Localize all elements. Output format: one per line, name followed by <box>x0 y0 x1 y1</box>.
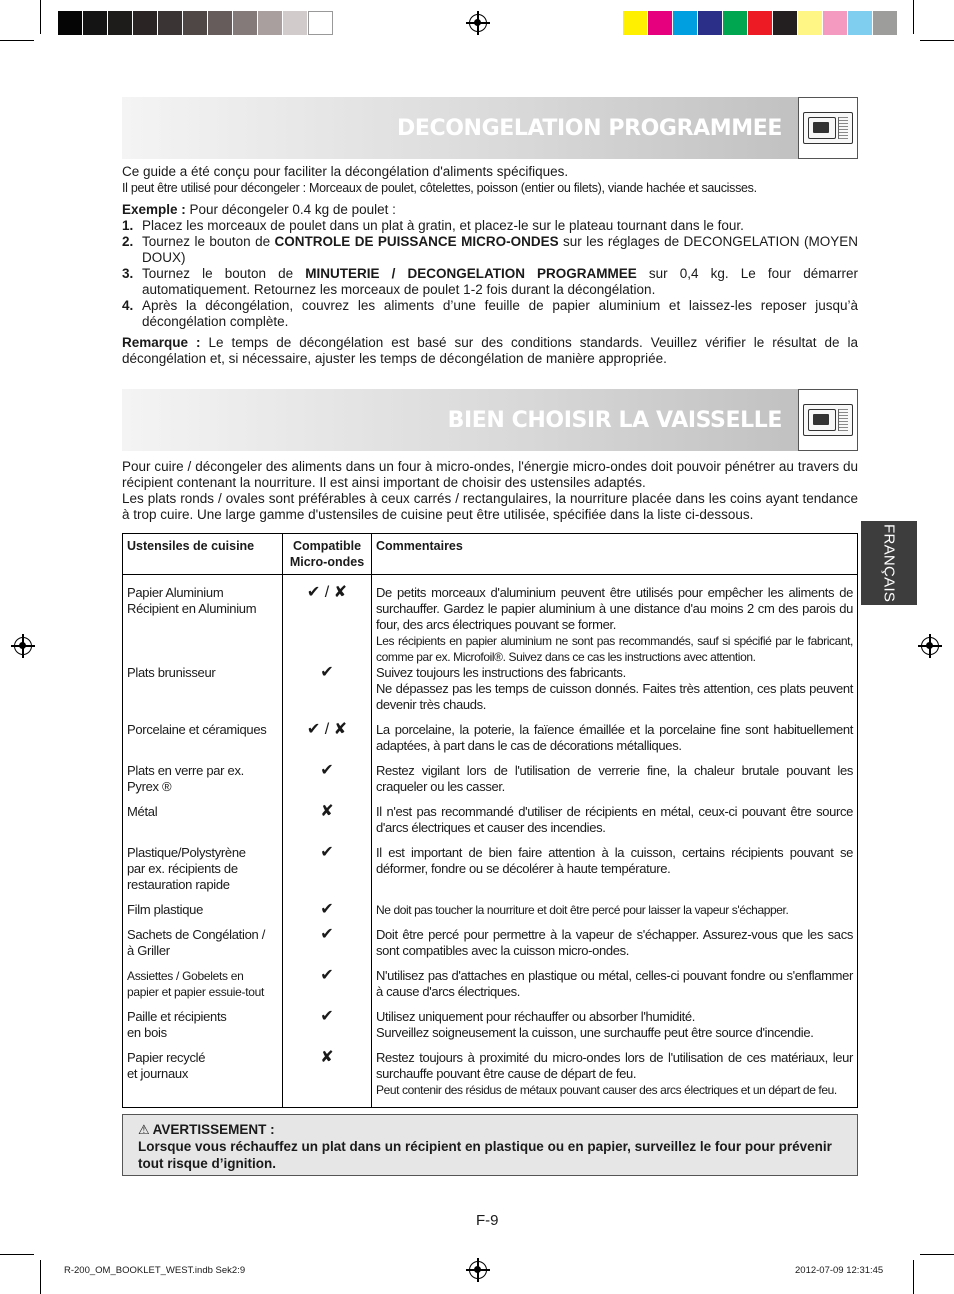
crop-mark <box>920 40 954 41</box>
language-label: FRANÇAIS <box>880 523 898 603</box>
step-number: 2. <box>122 234 134 249</box>
comment-text: Restez toujours à proximité du micro-ondes lors de l'utilisation de ces matériaux, leur surchauffe pouvant être cause de départ de feu. <box>376 1050 853 1081</box>
color-swatch <box>58 11 83 35</box>
remark <box>122 335 858 367</box>
comment-note: Les récipients en papier aluminium ne sont pas recommandés, sauf si spécifié par le fabricant, comme par ex. Microfoil®. Suivez dans ce cas les instructions avec attention. <box>376 634 853 664</box>
color-swatch <box>798 11 823 35</box>
utensil-name-text: Métal <box>127 804 158 819</box>
compatibility-text: ✔ <box>320 901 334 918</box>
process-color-bar <box>623 11 898 35</box>
color-swatch <box>873 11 898 35</box>
comment-cell <box>372 665 858 722</box>
language-tab <box>861 521 917 605</box>
color-swatch <box>283 11 308 35</box>
intro-line-small: Il peut être utilisé pour décongeler : Morceaux de poulet, côtelettes, poisson (entier ou filets), viande hachée et saucisses. <box>122 181 757 195</box>
utensil-name-text: Porcelaine et céramiques <box>127 722 267 737</box>
step-text: sur 0,4 kg. Le four démarrer automatiquement. Retournez les morceaux de poulet 1-2 fois durant la décongélation. <box>142 266 858 297</box>
comment-cell <box>372 845 858 902</box>
step-text: Tournez le bouton de <box>142 234 275 249</box>
table-row <box>123 804 858 845</box>
comment-text: N'utilisez pas d'attaches en plastique ou métal, celles-ci pouvant fondre ou s'enflammer à cause d'arcs électriques. <box>376 968 853 999</box>
step-item <box>122 218 858 234</box>
microwave-oven-icon <box>798 97 858 159</box>
comment-text: Doit être percé pour permettre à la vapeur de s'échapper. Assurez-vous que les sacs sont compatibles avec la cuisson micro-ondes. <box>376 927 853 958</box>
compatibility-text: ✘ <box>320 803 334 820</box>
utensil-name <box>123 665 283 722</box>
comment-text: Suivez toujours les instructions des fabricants. Ne dépassez pas les temps de cuisson donnés. Faites très attention, ces plats peuvent devenir très chauds. <box>376 665 853 712</box>
crop-mark <box>0 40 34 41</box>
registration-mark-icon <box>469 14 487 32</box>
comment-cell <box>372 1009 858 1050</box>
color-swatch <box>648 11 673 35</box>
comment-cell <box>372 968 858 1009</box>
footer-file-info: R-200_OM_BOOKLET_WEST.indb Sek2:9 <box>64 1265 246 1276</box>
comment-note: Peut contenir des résidus de métaux pouvant causer des arcs électriques et un départ de feu. <box>376 1083 837 1097</box>
utensil-name-text: Plastique/Polystyrène par ex. récipients de restauration rapide <box>127 845 246 892</box>
crop-mark <box>40 0 41 34</box>
step-item <box>122 298 858 330</box>
utensil-name <box>123 1050 283 1107</box>
comment-text: Il est important de bien faire attention à la cuisson, certains récipients pouvant se déformer, fondre ou se décolérer à haute température. <box>376 845 853 876</box>
compatibility-mark <box>283 763 372 804</box>
color-swatch <box>208 11 233 35</box>
utensil-name-text: Papier recyclé et journaux <box>127 1050 206 1081</box>
utensil-name <box>123 845 283 902</box>
utensil-name <box>123 722 283 763</box>
registration-mark-icon <box>469 1261 487 1279</box>
color-swatch <box>623 11 648 35</box>
comment-cell <box>372 722 858 763</box>
utensil-name-text: Papier Aluminium Récipient en Aluminium <box>127 585 257 616</box>
compatibility-mark <box>283 1050 372 1107</box>
step-text: sur les réglages de DECONGELATION (MOYEN DOUX) <box>142 234 858 265</box>
vaisselle-intro <box>122 459 858 523</box>
intro-line: Ce guide a été conçu pour faciliter la décongélation d'aliments spécifiques. <box>122 164 569 179</box>
table-row <box>123 845 858 902</box>
color-swatch <box>258 11 283 35</box>
step-text: Placez les morceaux de poulet dans un plat à gratin, et placez-le sur le plateau tournant dans le four. <box>142 218 744 233</box>
compatibility-text: ✔ <box>320 844 334 861</box>
utensil-name-text: Sachets de Congélation / à Griller <box>127 927 266 958</box>
compatibility-mark <box>283 575 372 666</box>
compatibility-text: ✔ <box>320 1008 334 1025</box>
microwave-oven-icon <box>798 389 858 451</box>
step-bold-text: MINUTERIE / DECONGELATION PROGRAMMEE <box>305 266 637 281</box>
decongelation-intro <box>122 164 858 367</box>
table-row <box>123 902 858 927</box>
compatibility-text: ✔ / ✘ <box>306 584 348 601</box>
step-number: 4. <box>122 298 134 313</box>
crop-mark <box>0 1254 34 1255</box>
step-text: Tournez le bouton de <box>142 266 306 281</box>
table-row <box>123 927 858 968</box>
table-row <box>123 575 858 666</box>
section-title: BIEN CHOISIR LA VAISSELLE <box>447 407 782 433</box>
compatibility-mark <box>283 665 372 722</box>
step-bold-text: CONTROLE DE PUISSANCE MICRO-ONDES <box>274 234 559 249</box>
example-line <box>122 202 858 218</box>
remark-label: Remarque : <box>122 335 201 350</box>
step-item <box>122 266 858 298</box>
comment-cell <box>372 902 858 927</box>
color-swatch <box>748 11 773 35</box>
warning-text: Lorsque vous réchauffez un plat dans un récipient en plastique ou en papier, surveillez le four pour prévenir tout risque d’ignition. <box>138 1139 832 1171</box>
step-item <box>122 234 858 266</box>
utensil-name <box>123 902 283 927</box>
utensil-name-text: Paille et récipients en bois <box>127 1009 227 1040</box>
compatibility-text: ✔ <box>320 926 334 943</box>
color-swatch <box>108 11 133 35</box>
utensil-name-text: Plats en verre par ex. Pyrex ® <box>127 763 244 794</box>
utensil-name <box>123 968 283 1009</box>
comment-text: La porcelaine, la poterie, la faïence émaillée et la porcelaine fine sont habituellement adaptées, à part dans le cas de décorations métalliques. <box>376 722 853 753</box>
comment-text: Utilisez uniquement pour réchauffer ou absorber l'humidité. Surveillez soigneusement la cuisson, une surchauffe peut être source d'incendie. <box>376 1009 814 1040</box>
color-swatch <box>823 11 848 35</box>
compatibility-text: ✘ <box>320 1049 334 1066</box>
header-compatible: Compatible Micro-ondes <box>283 534 372 575</box>
example-text: Pour décongeler 0.4 kg de poulet : <box>185 202 396 217</box>
comment-cell <box>372 575 858 666</box>
comment-text: Restez vigilant lors de l'utilisation de verrerie fine, la chaleur brutale pouvant les craqueler ou les casser. <box>376 763 853 794</box>
compatibility-mark <box>283 804 372 845</box>
header-comments: Commentaires <box>372 534 858 575</box>
color-swatch <box>698 11 723 35</box>
utensil-name <box>123 804 283 845</box>
comment-cell <box>372 804 858 845</box>
warning-title: AVERTISSEMENT : <box>152 1122 275 1137</box>
utensils-table <box>122 533 858 1108</box>
section-header-vaisselle <box>122 389 858 451</box>
crop-mark <box>913 0 914 34</box>
color-swatch <box>233 11 258 35</box>
table-row <box>123 665 858 722</box>
section-header-decongelation <box>122 97 858 159</box>
color-swatch <box>133 11 158 35</box>
warning-title-line <box>138 1121 842 1138</box>
example-label: Exemple : <box>122 202 186 217</box>
compatibility-mark <box>283 845 372 902</box>
utensil-name-text: Plats brunisseur <box>127 665 216 680</box>
utensil-name-text: Film plastique <box>127 902 203 917</box>
color-swatch <box>308 11 333 35</box>
steps-list <box>122 218 858 330</box>
compatibility-mark <box>283 927 372 968</box>
utensil-name <box>123 1009 283 1050</box>
intro-paragraph: Les plats ronds / ovales sont préférables à ceux carrés / rectangulaires, la nourriture placée dans les coins ayant tendance à trop cuire. Une large gamme d'ustensiles de cuisine peut être utilisée, spécifiée dans la liste ci-dessous. <box>122 491 858 522</box>
compatibility-mark <box>283 1009 372 1050</box>
section-title: DECONGELATION PROGRAMMEE <box>397 115 782 141</box>
color-swatch <box>773 11 798 35</box>
table-row <box>123 1009 858 1050</box>
compatibility-text: ✔ <box>320 967 334 984</box>
header-utensils: Ustensiles de cuisine <box>123 534 283 575</box>
footer-timestamp: 2012-07-09 12:31:45 <box>795 1265 884 1276</box>
registration-mark-icon <box>14 637 32 655</box>
table-header-row <box>123 534 858 575</box>
color-swatch <box>848 11 873 35</box>
compatibility-text: ✔ <box>320 762 334 779</box>
table-row <box>123 763 858 804</box>
color-swatch <box>158 11 183 35</box>
utensil-name <box>123 763 283 804</box>
step-text: Après la décongélation, couvrez les aliments d’une feuille de papier aluminium et laissez-les reposer jusqu’à décongélation complète. <box>142 298 858 329</box>
color-swatch <box>83 11 108 35</box>
utensil-name-text: Assiettes / Gobelets en papier et papier essuie-tout <box>127 969 265 999</box>
color-swatch <box>723 11 748 35</box>
step-number: 3. <box>122 266 134 281</box>
crop-mark <box>40 1260 41 1294</box>
table-row <box>123 1050 858 1107</box>
compatibility-mark <box>283 968 372 1009</box>
comment-cell <box>372 1050 858 1107</box>
intro-paragraph: Pour cuire / décongeler des aliments dans un four à micro-ondes, l'énergie micro-ondes doit pouvoir pénétrer au travers du récipient contenant la nourriture. Il est ainsi important de choisir des ustensiles adaptés. <box>122 459 858 490</box>
comment-note: Ne doit pas toucher la nourriture et doit être percé pour laisser la vapeur s'échapper. <box>376 903 789 917</box>
utensil-name <box>123 575 283 666</box>
compatibility-text: ✔ / ✘ <box>306 721 348 738</box>
table-row <box>123 968 858 1009</box>
utensil-name <box>123 927 283 968</box>
grayscale-color-bar <box>58 11 333 35</box>
color-swatch <box>183 11 208 35</box>
color-swatch <box>673 11 698 35</box>
compatibility-mark <box>283 722 372 763</box>
warning-box <box>122 1114 858 1176</box>
registration-mark-icon <box>921 637 939 655</box>
comment-cell <box>372 927 858 968</box>
warning-triangle-icon: ⚠ <box>138 1122 150 1137</box>
crop-mark <box>913 1260 914 1294</box>
step-number: 1. <box>122 218 134 233</box>
table-row <box>123 722 858 763</box>
crop-mark <box>920 1254 954 1255</box>
compatibility-mark <box>283 902 372 927</box>
comment-text: Il n'est pas recommandé d'utiliser de récipients en métal, ceux-ci pouvant être source d'arcs électriques et causer des incendies. <box>376 804 853 835</box>
page-number: F-9 <box>476 1212 499 1229</box>
compatibility-text: ✔ <box>320 664 334 681</box>
comment-cell <box>372 763 858 804</box>
remark-text: Le temps de décongélation est basé sur des conditions standards. Veuillez vérifier le résultat de la décongélation et, si nécessaire, ajuster les temps de décongélation de manière appropriée. <box>122 335 858 366</box>
comment-text: De petits morceaux d'aluminium peuvent être utilisés pour empêcher les aliments de surchauffer. Gardez le papier aluminium à une distance d'au moins 2 cm des parois du four, des arcs électriques pouvant se former. <box>376 585 853 632</box>
